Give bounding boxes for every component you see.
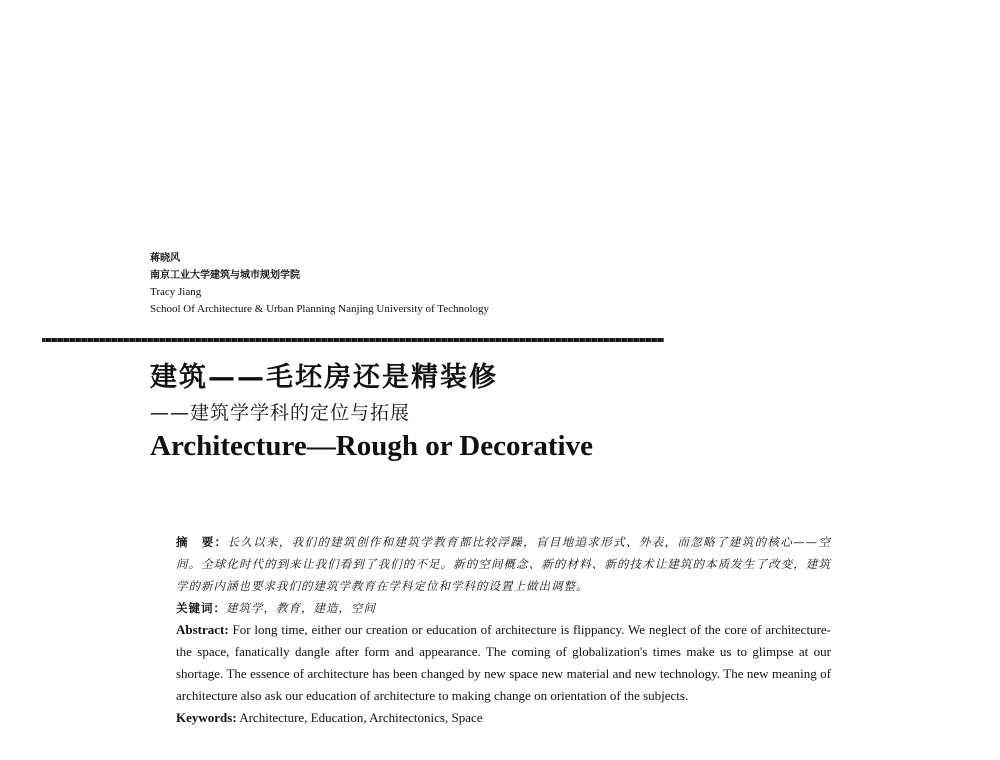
abstract-cn-label: 摘 要： xyxy=(176,535,228,549)
keywords-cn-label: 关键词： xyxy=(176,601,226,615)
author-affiliation-en: School Of Architecture & Urban Planning Nanjing University of Technology xyxy=(150,303,490,315)
title-main-en: Architecture—Rough or Decorative xyxy=(150,430,593,462)
author-affiliation-cn: 南京工业大学建筑与城市规划学院 xyxy=(150,270,300,281)
header-rule xyxy=(42,338,664,342)
abstract-en xyxy=(176,619,831,707)
keywords-en-text: Architecture, Education, Architectonics, Space xyxy=(239,710,483,725)
keywords-cn xyxy=(176,597,831,619)
author-name-en: Tracy Jiang xyxy=(150,286,202,298)
author-info xyxy=(150,250,670,318)
keywords-en xyxy=(176,707,831,729)
title-sub-cn: ——建筑学学科的定位与拓展 xyxy=(150,402,411,424)
keywords-cn-text: 建筑学，教育，建造，空间 xyxy=(226,601,376,615)
title-main-cn: 建筑——毛坯房还是精装修 xyxy=(150,362,498,393)
keywords-en-label: Keywords: xyxy=(176,710,237,725)
abstract-cn-text: 长久以来，我们的建筑创作和建筑学教育都比较浮躁，盲目地追求形式、外表，而忽略了建筑的核心——空间。全球化时代的到来让我们看到了我们的不足。新的空间概念、新的材料、新的技术让建筑的本质发生了改变，建筑学的新内涵也要求我们的建筑学教育在学科定位和学科的设置上做出调整。 xyxy=(176,535,832,593)
abstract-en-text: For long time, either our creation or education of architecture is flippancy. We neglect of the core of architecture- the space, fanatically dangle after form and appearance. The coming of globalization's times make us to glimpse at our shortage. The essence of architecture has been changed by new space new material and new technology. The new meaning of architecture also ask our education of architecture to making change on orientation of the subjects. xyxy=(176,622,831,703)
author-name-cn: 蒋晓风 xyxy=(150,253,180,264)
abstract-cn xyxy=(176,531,831,597)
abstract-en-label: Abstract: xyxy=(176,622,229,637)
abstract-section xyxy=(176,531,831,729)
